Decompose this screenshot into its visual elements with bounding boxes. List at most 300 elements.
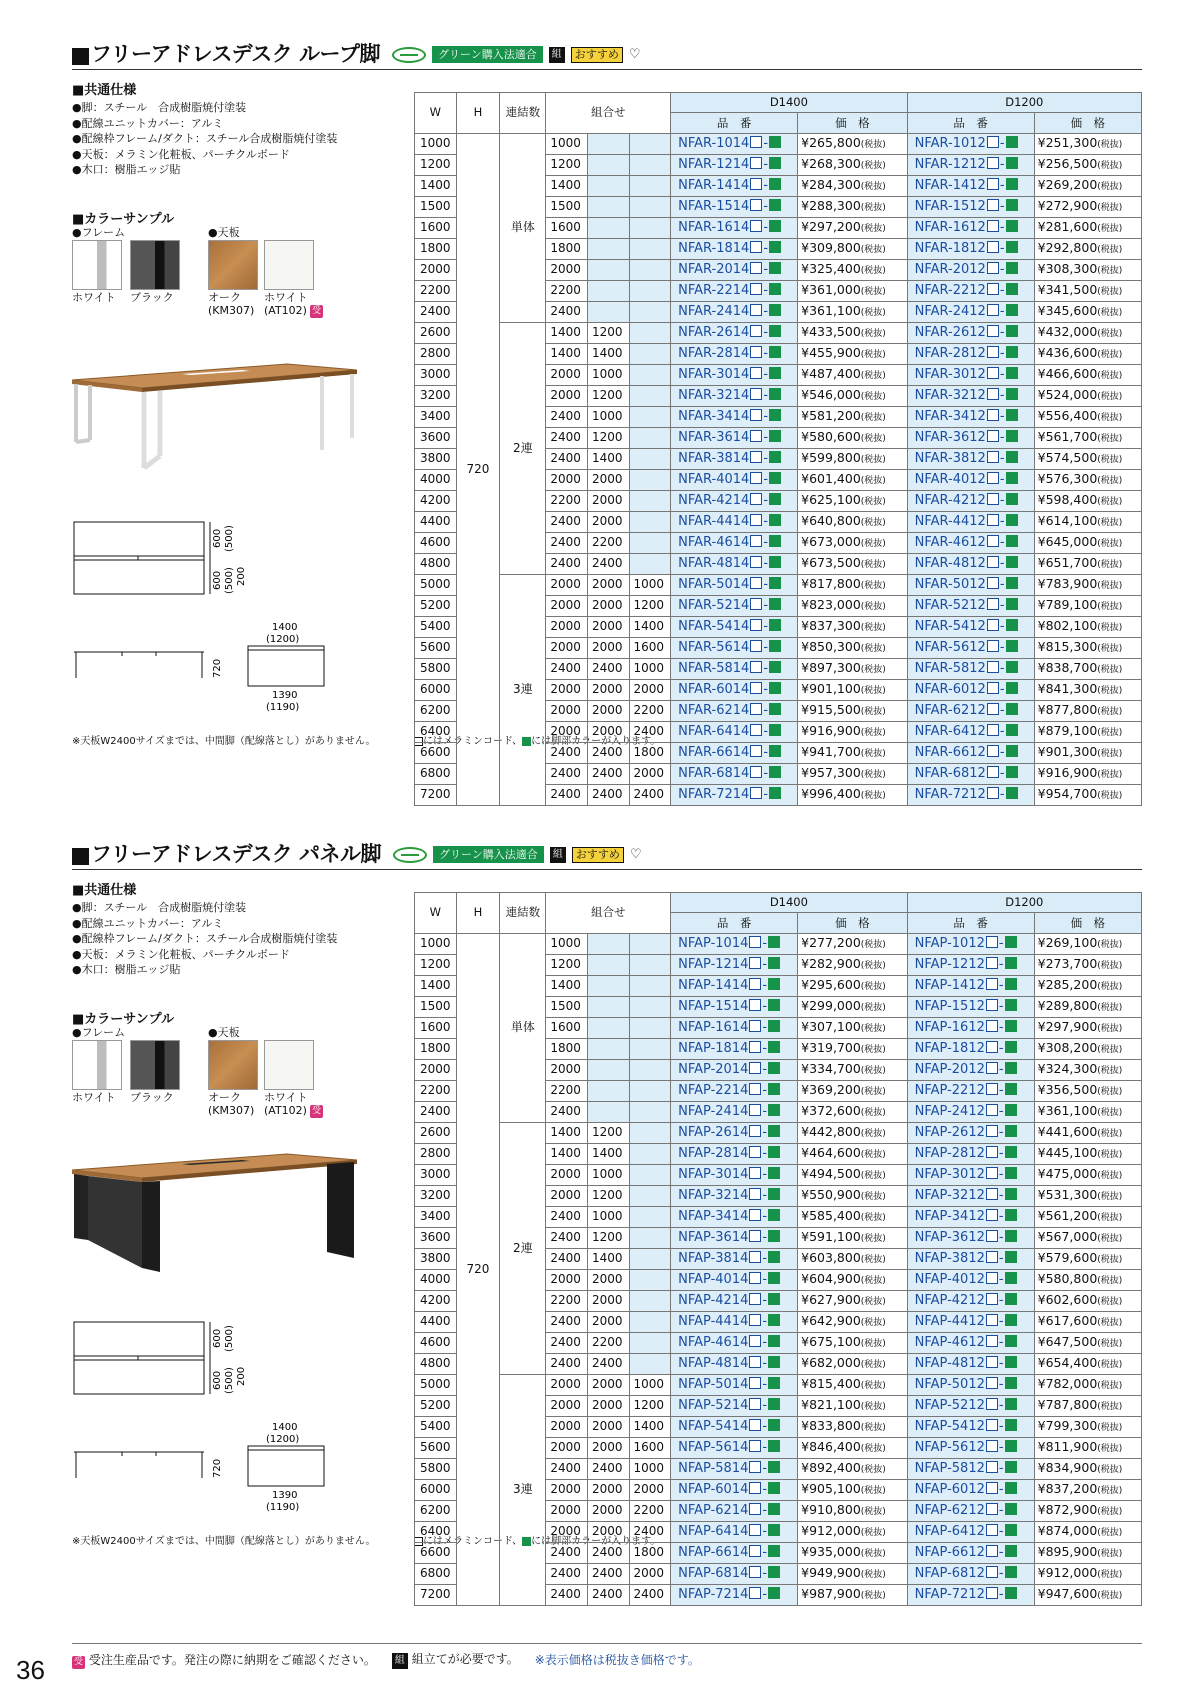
price-d1200 [1034,1521,1141,1542]
part-number-text: NFAP-6812 [914,1566,985,1582]
part-number-text: NFAR-6014 [678,682,750,698]
frame-color-label: ブラック [130,1091,174,1104]
part-number-d1400 [671,133,798,154]
price-text: ¥905,100 [801,1480,861,1496]
part-number-d1400 [671,1290,798,1311]
spec-heading: ■共通仕様 [72,83,137,98]
leg-color-box-icon [1005,1398,1017,1410]
part-number-text: NFAP-6614 [678,1545,749,1561]
leg-color-box-icon [1005,1503,1017,1515]
price-text: ¥817,800 [801,575,861,591]
dash: - [762,1314,768,1330]
melamine-code-box-icon [750,409,762,421]
melamine-code-box-icon [986,999,998,1011]
dash: - [999,556,1005,572]
melamine-code-box-icon [987,703,999,715]
part-number-text: NFAP-4814 [678,1356,749,1372]
width-cell: 2000 [415,1059,457,1080]
combo-cell: 2000 [587,1416,629,1437]
dash: - [763,682,769,698]
price-text: ¥617,600 [1037,1312,1098,1328]
dash: - [999,787,1005,803]
width-cell: 6200 [415,700,457,721]
part-number-d1200 [907,1395,1034,1416]
melamine-code-box-icon [986,1587,998,1599]
price-d1400 [798,1080,907,1101]
part-number-text: NFAP-3012 [914,1167,985,1183]
combo-cell: 1500 [546,996,588,1017]
loop-desk-dimension-drawing [72,518,362,718]
dash: - [763,199,769,215]
combo-cell: 2200 [546,1080,588,1101]
spec-line: ●木口：樹脂エッジ貼 [72,163,181,176]
combo-cell: 2400 [587,553,629,574]
combo-cell: 2000 [546,1164,588,1185]
melamine-code-box-icon [986,1041,998,1053]
tax-label: (税抜) [1097,981,1123,992]
table-row [415,574,1142,595]
part-number-text: NFAP-1414 [678,978,749,994]
combo-cell [587,154,629,175]
melamine-code-box-icon [749,1062,761,1074]
part-number-d1200 [907,679,1034,700]
part-number-text: NFAP-2812 [914,1146,985,1162]
leg-color-box-icon [768,1083,780,1095]
tax-label: (税抜) [1097,643,1123,654]
spec-line: ●木口：樹脂エッジ貼 [72,963,181,976]
frame-color-label: ブラック [130,291,174,304]
tax-label: (税抜) [860,1401,886,1412]
dash: - [999,283,1005,299]
width-cell: 2800 [415,1143,457,1164]
combo-cell [629,469,671,490]
price-text: ¥524,000 [1037,386,1098,402]
dash: - [763,283,769,299]
price-text: ¥675,100 [801,1333,861,1349]
part-number-d1200 [907,637,1034,658]
price-text: ¥580,800 [1037,1270,1098,1286]
table-row [415,1374,1142,1395]
price-d1200 [1034,1311,1141,1332]
width-cell: 5400 [415,1416,457,1437]
leg-color-box-icon [1006,766,1018,778]
combo-cell: 1400 [546,322,588,343]
dash: - [999,367,1005,383]
price-d1400 [798,574,907,595]
part-number-d1400 [671,763,798,784]
price-d1400 [798,1584,907,1605]
leg-color-box-icon [769,514,781,526]
part-number-text: NFAP-3412 [914,1209,985,1225]
price-text: ¥269,200 [1037,176,1098,192]
leg-color-box-icon [1006,178,1018,190]
leg-color-box-icon [1006,262,1018,274]
combo-cell: 1200 [587,1227,629,1248]
price-d1200 [1034,154,1141,175]
part-number-text: NFAP-1614 [678,1020,749,1036]
melamine-code-box-icon [750,430,762,442]
combo-cell: 2400 [629,721,671,742]
tax-label: (税抜) [860,1338,886,1349]
combo-cell [587,238,629,259]
part-number-d1200 [907,448,1034,469]
part-number-text: NFAR-4612 [914,535,986,551]
melamine-code-box-icon [750,346,762,358]
tax-label: (税抜) [1097,790,1123,801]
dash: - [763,598,769,614]
part-number-d1400 [671,343,798,364]
col-header-h: H [456,893,500,934]
spec-line: ●配線ユニットカバー：アルミ [72,916,224,930]
link-count-cell: 2連 [500,1122,546,1374]
leg-color-box-icon [769,745,781,757]
part-number-text: NFAR-1414 [678,178,750,194]
price-text: ¥295,600 [801,976,861,992]
price-d1200 [1034,954,1141,975]
combo-cell: 1400 [629,616,671,637]
tax-label: (税抜) [860,433,886,444]
col-header-d1400: D1400 [671,93,907,113]
col-header-link: 連結数 [500,893,546,934]
dash: - [762,1461,768,1477]
part-number-text: NFAP-2212 [914,1083,985,1099]
leg-color-box-icon [769,325,781,337]
price-text: ¥901,100 [801,680,861,696]
tax-label: (税抜) [860,286,886,297]
leg-color-box-icon [768,1482,780,1494]
part-number-d1400 [671,217,798,238]
width-cell: 4200 [415,490,457,511]
dash: - [762,1377,768,1393]
dash: - [998,1587,1004,1603]
leg-color-box-icon [768,957,780,969]
combo-cell: 2000 [587,511,629,532]
price-d1200 [1034,1227,1141,1248]
tax-label: (税抜) [1097,328,1123,339]
tax-label: (税抜) [1097,559,1123,570]
price-text: ¥361,100 [801,302,861,318]
eco-mark-icon [392,47,426,63]
price-d1400 [798,1206,907,1227]
leg-color-box-icon [1006,724,1018,736]
swatch-oak-top [208,1040,258,1090]
combo-cell [587,1101,629,1122]
leg-color-box-icon [1005,1524,1017,1536]
made-to-order-icon: 受 [311,1106,321,1116]
part-number-text: NFAR-1512 [914,199,986,215]
melamine-code-box-icon [750,577,762,589]
price-text: ¥487,400 [801,365,861,381]
dash: - [762,1167,768,1183]
tax-label: (税抜) [1097,433,1123,444]
melamine-code-box-icon [986,1272,998,1284]
leg-color-box-icon [1006,388,1018,400]
price-text: ¥494,500 [801,1165,861,1181]
part-number-d1400 [671,511,798,532]
part-number-text: NFAP-7214 [678,1587,749,1603]
melamine-code-box-icon [987,766,999,778]
combo-cell: 2000 [587,1374,629,1395]
combo-cell: 1200 [587,385,629,406]
width-cell: 4600 [415,1332,457,1353]
part-number-d1400 [671,954,798,975]
melamine-code-box-icon [750,619,762,631]
dash: - [998,1104,1004,1120]
combo-cell: 2400 [587,742,629,763]
part-number-d1200 [907,406,1034,427]
combo-cell: 2000 [587,1500,629,1521]
width-cell: 5400 [415,616,457,637]
combo-cell: 2000 [629,679,671,700]
part-number-d1200 [907,933,1034,954]
combo-cell [629,1080,671,1101]
combo-cell: 2400 [546,406,588,427]
leg-color-box-icon [1006,157,1018,169]
price-d1400 [798,406,907,427]
tax-label: (税抜) [1097,727,1123,738]
price-d1200 [1034,1017,1141,1038]
dash: - [763,409,769,425]
combo-cell: 1800 [546,238,588,259]
part-number-d1400 [671,1038,798,1059]
width-cell: 5800 [415,1458,457,1479]
combo-cell [629,154,671,175]
dash: - [762,1440,768,1456]
width-cell: 4000 [415,1269,457,1290]
melamine-code-box-icon [749,1188,761,1200]
leg-color-box-icon [1005,1146,1017,1158]
made-to-order-icon: 受 [311,306,321,316]
section-title-bar [72,40,1142,70]
footnote-1: ※天板W2400サイズまでは、中間脚（配線落とし）がありません。 [72,1536,376,1547]
part-number-text: NFAR-6612 [914,745,986,761]
combo-cell [629,511,671,532]
col-header-combo: 組合せ [546,93,671,134]
price-text: ¥334,700 [801,1060,861,1076]
price-text: ¥464,600 [801,1144,861,1160]
tax-label: (税抜) [860,223,886,234]
width-cell: 4400 [415,511,457,532]
price-text: ¥601,400 [801,470,861,486]
tax-label: (税抜) [860,559,886,570]
tax-label: (税抜) [1097,1044,1123,1055]
tax-label: (税抜) [860,1317,886,1328]
melamine-code-box-icon [987,745,999,757]
combo-cell: 2400 [587,1458,629,1479]
tax-label: (税抜) [1097,1443,1123,1454]
section-title: フリーアドレスデスク ループ脚 [91,42,380,66]
width-cell: 4400 [415,1311,457,1332]
melamine-code-box-icon [749,978,761,990]
price-text: ¥897,300 [801,659,861,675]
part-number-text: NFAP-3812 [914,1251,985,1267]
price-d1200 [1034,975,1141,996]
combo-cell: 2000 [546,1395,588,1416]
combo-cell: 1000 [629,574,671,595]
part-number-d1400 [671,238,798,259]
price-d1400 [798,1563,907,1584]
tax-label: (税抜) [1097,601,1123,612]
combo-cell: 1000 [629,1458,671,1479]
combo-cell: 2200 [546,490,588,511]
melamine-code-box-icon [750,724,762,736]
width-cell: 2000 [415,259,457,280]
part-number-d1200 [907,1416,1034,1437]
price-text: ¥308,200 [1037,1039,1098,1055]
melamine-code-box-icon [749,1230,761,1242]
color-samples [72,1008,362,1117]
melamine-code-box-icon [986,1062,998,1074]
green-purchase-badge: グリーン購入法適合 [432,46,543,63]
part-number-text: NFAP-5814 [678,1461,749,1477]
combo-cell [629,238,671,259]
dash: - [763,724,769,740]
leg-color-box-icon [768,1020,780,1032]
price-text: ¥910,800 [801,1501,861,1517]
leg-color-box-icon [768,1524,780,1536]
part-number-text: NFAR-3612 [914,430,986,446]
part-number-text: NFAR-6414 [678,724,750,740]
spec-line: ●配線枠フレーム/ダクト：スチール合成樹脂焼付塗装 [72,132,338,145]
width-cell: 2600 [415,1122,457,1143]
leg-color-box-icon [1005,1230,1017,1242]
part-number-text: NFAP-1014 [678,936,749,952]
top-color-label: オーク [208,291,241,304]
melamine-code-box-icon [986,1440,998,1452]
combo-cell: 2400 [546,784,588,805]
part-number-d1200 [907,490,1034,511]
part-number-d1200 [907,385,1034,406]
spec-line: ●配線ユニットカバー：アルミ [72,116,224,130]
table-row [415,322,1142,343]
price-d1400 [798,427,907,448]
width-cell: 4600 [415,532,457,553]
part-number-d1200 [907,1458,1034,1479]
melamine-code-box-icon [750,304,762,316]
part-number-d1200 [907,1227,1034,1248]
part-number-d1200 [907,1143,1034,1164]
price-text: ¥319,700 [801,1039,861,1055]
price-text: ¥901,300 [1037,743,1098,759]
price-d1200 [1034,1500,1141,1521]
combo-cell: 2200 [629,700,671,721]
combo-cell: 2000 [587,679,629,700]
leg-color-box-icon [1006,493,1018,505]
melamine-code-box-icon [987,346,999,358]
footnote-2b: には脚部カラーが入ります。 [531,736,661,747]
combo-cell: 2000 [546,259,588,280]
tax-label: (税抜) [1097,1107,1123,1118]
price-text: ¥654,400 [1037,1354,1098,1370]
melamine-code-box-icon [750,493,762,505]
osusume-badge: おすすめ [572,847,624,863]
part-number-d1200 [907,238,1034,259]
combo-cell: 2200 [546,280,588,301]
combo-cell [629,1311,671,1332]
leg-color-box-icon [768,1377,780,1389]
tax-label: (税抜) [1097,1464,1123,1475]
price-d1200 [1034,742,1141,763]
combo-cell: 1200 [587,1185,629,1206]
part-number-text: NFAR-4614 [678,535,750,551]
combo-cell: 2200 [587,532,629,553]
dash: - [763,766,769,782]
price-text: ¥916,900 [1037,764,1098,780]
combo-cell: 2000 [587,1395,629,1416]
tax-label: (税抜) [860,139,886,150]
tax-label: (税抜) [860,1212,886,1223]
price-d1200 [1034,1185,1141,1206]
col-header-d1200: D1200 [907,93,1141,113]
leg-color-box-icon [1005,1083,1017,1095]
part-number-text: NFAP-1512 [914,999,985,1015]
combo-cell: 2400 [546,1332,588,1353]
col-header-part: 品 番 [907,913,1034,933]
part-number-text: NFAP-2412 [914,1104,985,1120]
width-cell: 3400 [415,1206,457,1227]
dim-label: 1400 [272,622,298,633]
width-cell: 5800 [415,658,457,679]
price-d1200 [1034,364,1141,385]
leg-color-box-icon [1005,1293,1017,1305]
price-d1400 [798,364,907,385]
part-number-text: NFAR-2412 [914,304,986,320]
part-number-text: NFAP-1812 [914,1041,985,1057]
price-text: ¥433,500 [801,323,861,339]
tax-label: (税抜) [860,685,886,696]
part-number-d1200 [907,1542,1034,1563]
combo-cell: 2400 [546,1311,588,1332]
melamine-code-box-icon [750,241,762,253]
price-text: ¥837,200 [1037,1480,1098,1496]
width-cell: 3600 [415,427,457,448]
melamine-code-box-icon [749,1146,761,1158]
part-number-d1400 [671,1206,798,1227]
combo-cell [629,532,671,553]
tax-label: (税抜) [1097,475,1123,486]
part-number-text: NFAR-2812 [914,346,986,362]
dash: - [998,1146,1004,1162]
leg-color-box-icon [768,1461,780,1473]
part-number-text: NFAR-5812 [914,661,986,677]
dash: - [998,1461,1004,1477]
combo-cell: 2000 [587,1437,629,1458]
leg-color-box-icon [769,283,781,295]
melamine-code-box-icon [986,1461,998,1473]
price-text: ¥846,400 [801,1438,861,1454]
tax-label: (税抜) [1097,664,1123,675]
price-text: ¥874,000 [1037,1522,1098,1538]
leg-color-box-icon [1006,535,1018,547]
price-d1400 [798,1143,907,1164]
combo-cell: 2000 [546,1416,588,1437]
price-d1400 [798,763,907,784]
price-d1200 [1034,1164,1141,1185]
part-number-text: NFAP-6212 [914,1503,985,1519]
dim-label: (500) [224,525,235,552]
tax-label: (税抜) [860,265,886,276]
price-d1200 [1034,1206,1141,1227]
width-cell: 2200 [415,280,457,301]
dash: - [762,1524,768,1540]
col-header-part: 品 番 [671,913,798,933]
tax-label: (税抜) [1097,454,1123,465]
part-number-text: NFAP-4812 [914,1356,985,1372]
leg-color-box-icon [769,409,781,421]
part-number-d1200 [907,1038,1034,1059]
part-number-text: NFAR-6012 [914,682,986,698]
price-text: ¥782,000 [1037,1375,1098,1391]
